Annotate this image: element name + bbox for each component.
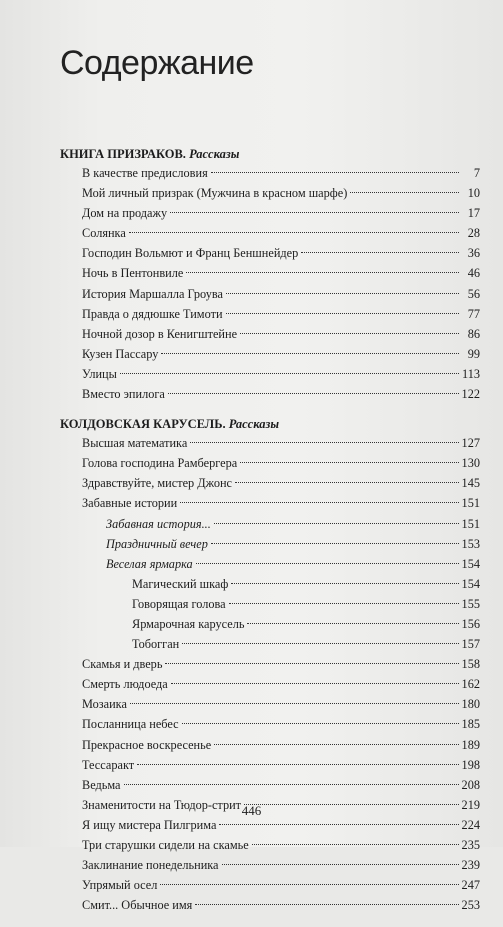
entry-title: Прекрасное воскресенье (82, 737, 212, 752)
entry-title: Знаменитости на Тюдор-стрит (82, 797, 242, 812)
dot-leader (168, 393, 459, 394)
toc-entry (60, 304, 480, 324)
dot-leader (240, 333, 459, 334)
dot-leader (190, 442, 458, 443)
dot-leader (195, 904, 458, 905)
dot-leader (180, 502, 458, 503)
dot-leader (235, 482, 459, 483)
entry-title: Посланница небес (82, 717, 179, 732)
dot-leader (229, 603, 459, 604)
entry-title: Забавная история... (106, 516, 211, 531)
entry-page: 155 (461, 596, 480, 611)
entry-page: 145 (461, 476, 480, 491)
entry-page: 156 (461, 616, 480, 631)
entry-page: 198 (461, 757, 480, 772)
entry-title: Заклинание понедельника (82, 858, 219, 873)
entry-page: 151 (461, 516, 480, 531)
dot-leader (252, 844, 459, 845)
toc-entry (60, 344, 480, 364)
entry-title: Солянка (82, 226, 126, 241)
entry-page: 46 (467, 266, 480, 281)
toc-entry (60, 453, 480, 473)
toc-entry (60, 163, 480, 183)
entry-page: 247 (461, 878, 480, 893)
toc-entry (60, 775, 480, 795)
toc-entry (60, 694, 480, 714)
toc-section (60, 146, 480, 404)
entry-title: Господин Вольмют и Франц Беншнейдер (82, 246, 299, 261)
entry-title: Ночь в Пентонвиле (82, 266, 184, 281)
entry-page: 127 (461, 436, 480, 451)
section-heading (60, 416, 480, 433)
dot-leader (214, 744, 458, 745)
entry-page: 154 (461, 576, 480, 591)
dot-leader (211, 172, 459, 173)
section-subtitle: Рассказы (189, 147, 240, 161)
toc-entry (60, 433, 480, 453)
dot-leader (247, 623, 458, 624)
entry-page: 77 (467, 306, 480, 321)
entry-title: Мозаика (82, 697, 127, 712)
entry-title: Упрямый осел (82, 878, 158, 893)
dot-leader (170, 212, 459, 213)
dot-leader (171, 683, 459, 684)
dot-leader (165, 663, 458, 664)
entry-title: Мой личный призрак (Мужчина в красном шарфе) (82, 186, 348, 201)
section-subtitle: Рассказы (228, 417, 280, 432)
entry-page: 253 (461, 898, 480, 913)
dot-leader (120, 373, 459, 374)
entry-page: 208 (461, 777, 480, 792)
entry-title: Три старушки сидели на скамье (82, 838, 249, 852)
toc-entry (60, 183, 480, 203)
toc-entry (60, 493, 480, 513)
toc-subsubentry (60, 614, 480, 634)
entry-page: 153 (461, 536, 480, 551)
toc-entry (60, 473, 480, 493)
dot-leader (211, 543, 459, 544)
entry-page: 224 (461, 817, 480, 832)
dot-leader (182, 643, 458, 644)
entry-page: 36 (467, 246, 480, 261)
toc-entry (60, 324, 480, 344)
dot-leader (161, 353, 459, 354)
entry-page: 113 (462, 366, 480, 381)
entry-title: История Маршалла Гроува (82, 286, 223, 301)
entry-page: 157 (461, 637, 480, 652)
toc-entry (60, 284, 480, 304)
entry-page: 28 (467, 226, 480, 241)
entry-title: Смерть людоеда (82, 677, 168, 692)
entry-title: Ночной дозор в Кенигштейне (82, 326, 238, 341)
entry-title: Я ищу мистера Пилгрима (82, 817, 217, 832)
entry-title: Веселая ярмарка (106, 556, 193, 571)
entry-title: Скамья и дверь (82, 657, 163, 672)
entry-page: 7 (473, 166, 480, 180)
entry-page: 99 (467, 346, 480, 361)
toc-entry (60, 223, 480, 243)
dot-leader (222, 864, 459, 865)
entry-title: Говорящая голова (132, 596, 226, 611)
entry-title: Праздничный вечер (106, 536, 208, 551)
entry-page: 185 (461, 717, 480, 732)
toc-entry (60, 835, 480, 855)
toc-entry (60, 855, 480, 875)
toc-entry (60, 364, 480, 384)
dot-leader (226, 313, 459, 314)
dot-leader (219, 824, 458, 825)
entry-title: Смит... Обычное имя (82, 898, 193, 913)
dot-leader (186, 272, 459, 273)
dot-leader (231, 583, 458, 584)
entry-page: 86 (467, 326, 480, 341)
entry-title: Тессаракт (82, 757, 135, 772)
entry-page: 122 (461, 387, 480, 402)
toc-entry (60, 384, 480, 404)
entry-page: 235 (461, 838, 480, 852)
toc-subentry (60, 554, 480, 574)
entry-title: Кузен Пассару (82, 346, 159, 361)
entry-page: 219 (461, 797, 480, 812)
section-title: КОЛДОВСКАЯ КАРУСЕЛЬ. (60, 417, 226, 432)
toc-subentry (60, 514, 480, 534)
entry-title: Здравствуйте, мистер Джонс (82, 476, 233, 491)
entry-title: Магический шкаф (132, 576, 229, 591)
toc-entry (60, 203, 480, 223)
entry-title: Дом на продажу (82, 206, 168, 221)
section-title: КНИГА ПРИЗРАКОВ. (60, 147, 186, 161)
dot-leader (226, 293, 459, 294)
page-title: Содержание (60, 44, 254, 82)
entry-title: Ведьма (82, 777, 121, 792)
dot-leader (137, 764, 458, 765)
entry-page: 239 (461, 858, 480, 873)
dot-leader (301, 252, 459, 253)
entry-title: Вместо эпилога (82, 387, 165, 402)
entry-title: Улицы (82, 366, 117, 381)
toc-entry (60, 875, 480, 895)
toc-subsubentry (60, 634, 480, 654)
entry-page: 189 (461, 737, 480, 752)
dot-leader (240, 462, 458, 463)
entry-title: Забавные истории (82, 496, 178, 511)
toc-entry (60, 714, 480, 734)
dot-leader (214, 523, 459, 524)
entry-page: 130 (461, 456, 480, 471)
entry-page: 56 (467, 286, 480, 301)
entry-title: В качестве предисловия (82, 166, 208, 180)
toc-entry (60, 735, 480, 755)
entry-page: 162 (461, 677, 480, 692)
entry-page: 151 (461, 496, 480, 511)
entry-title: Высшая математика (82, 436, 188, 451)
toc-subentry (60, 534, 480, 554)
page-number: 446 (241, 803, 262, 818)
section-heading (60, 146, 480, 163)
toc-entry (60, 895, 480, 915)
toc-entry (60, 654, 480, 674)
entry-title: Правда о дядюшке Тимоти (82, 306, 223, 321)
toc-section (60, 416, 480, 915)
dot-leader (160, 884, 458, 885)
entry-page: 180 (461, 697, 480, 712)
toc-subsubentry (60, 594, 480, 614)
entry-page: 154 (461, 556, 480, 571)
dot-leader (124, 784, 459, 785)
entry-title: Тобогган (132, 637, 180, 652)
dot-leader (196, 563, 459, 564)
toc-entry (60, 755, 480, 775)
dot-leader (130, 703, 459, 704)
toc-subsubentry (60, 574, 480, 594)
dot-leader (350, 192, 459, 193)
toc-entry (60, 263, 480, 283)
toc-entry (60, 674, 480, 694)
entry-page: 10 (467, 186, 480, 201)
toc-entry (60, 243, 480, 263)
dot-leader (182, 723, 459, 724)
entry-title: Ярмарочная карусель (132, 616, 245, 631)
dot-leader (129, 232, 459, 233)
entry-page: 17 (467, 206, 480, 221)
entry-title: Голова господина Рамбергера (82, 456, 238, 471)
entry-page: 158 (461, 657, 480, 672)
